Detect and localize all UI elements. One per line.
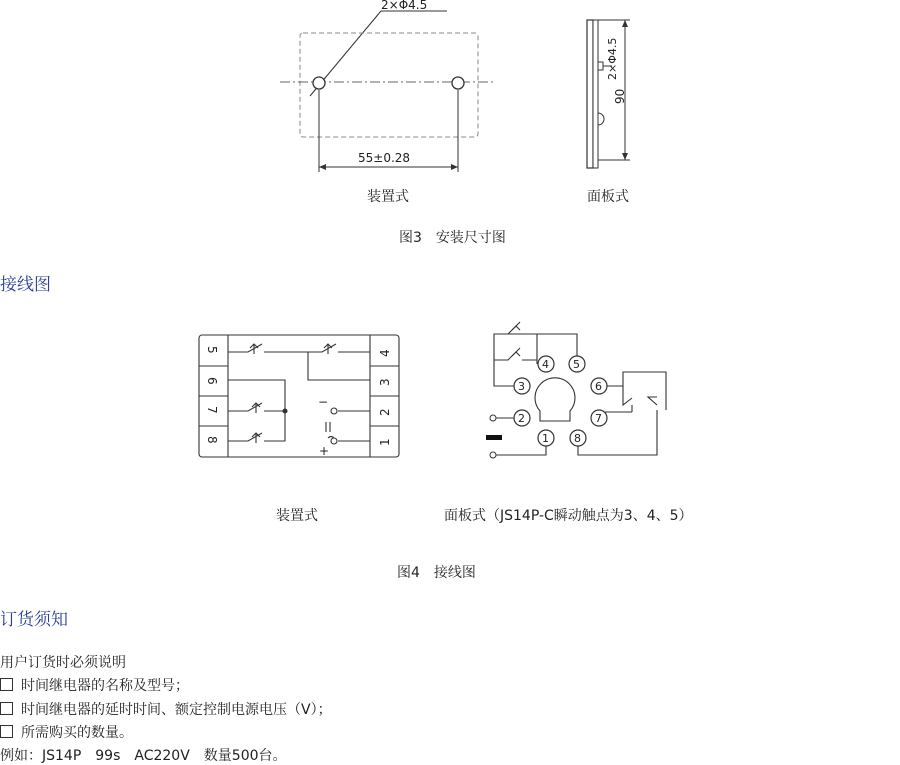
fig4-mount-label: 装置式 <box>276 508 318 524</box>
mount-pin-2: 2 <box>378 408 392 416</box>
panel-pin-circles <box>514 356 607 446</box>
panel-type-label: 面板式 <box>587 189 629 205</box>
mount-pin-3: 3 <box>378 378 392 386</box>
panel-pin-1: 1 <box>542 432 549 445</box>
checkbox-icon <box>0 702 13 715</box>
order-example: 例如：JS14P 99s AC220V 数量500台。 <box>0 748 287 764</box>
side-hole-spec-label: 2×Φ4.5 <box>606 37 619 80</box>
mount-pin-5: 5 <box>205 346 219 354</box>
order-item-text: 所需购买的数量。 <box>21 725 133 741</box>
order-item-text: 时间继电器的延时时间、额定控制电源电压（V）； <box>21 702 332 718</box>
panel-pin-4: 4 <box>542 358 549 371</box>
checkbox-icon <box>0 725 13 738</box>
panel-pin-6: 6 <box>595 380 602 393</box>
mount-pin-1: 1 <box>378 438 392 446</box>
minus-sign: − <box>318 395 329 409</box>
mount-pin-4: 4 <box>378 349 392 357</box>
mount-hole-left <box>313 77 325 89</box>
side-height-label: 90 <box>613 88 627 104</box>
mount-type-label: 装置式 <box>367 189 409 205</box>
fig4-panel-label: 面板式（JS14P-C瞬动触点为3、4、5） <box>444 508 693 524</box>
panel-outline <box>300 33 478 137</box>
order-item-3 <box>0 722 133 742</box>
panel-pin-8: 8 <box>574 432 581 445</box>
panel-pin-3: 3 <box>518 380 525 393</box>
mount-pin-7: 7 <box>205 406 219 414</box>
wiring-diagram <box>0 300 900 490</box>
mount-wiring-diagram <box>199 335 399 457</box>
order-item-2 <box>0 699 332 719</box>
section-title-ordering: 订货须知 <box>0 610 68 630</box>
mount-pin-6: 6 <box>205 377 219 385</box>
plus-sign: + <box>319 444 330 458</box>
figure-3-caption: 图3 安装尺寸图 <box>399 230 506 246</box>
mount-pin-8: 8 <box>205 436 219 444</box>
panel-pin-5: 5 <box>573 358 580 371</box>
mount-hole-right <box>452 77 464 89</box>
figure-4-caption: 图4 接线图 <box>397 565 476 581</box>
dc-polarity-mark <box>486 435 502 440</box>
section-title-wiring: 接线图 <box>0 275 51 295</box>
mounting-dimension-diagram <box>0 0 900 250</box>
hole-spec-label: 2×Φ4.5 <box>381 0 428 12</box>
order-item-text: 时间继电器的名称及型号； <box>21 678 189 694</box>
panel-pin-2: 2 <box>518 412 525 425</box>
panel-side-view <box>587 20 630 168</box>
order-intro: 用户订货时必须说明 <box>0 655 126 671</box>
width-dimension-label: 55±0.28 <box>358 151 411 165</box>
order-item-1 <box>0 675 189 695</box>
checkbox-icon <box>0 678 13 691</box>
panel-pin-7: 7 <box>595 412 602 425</box>
